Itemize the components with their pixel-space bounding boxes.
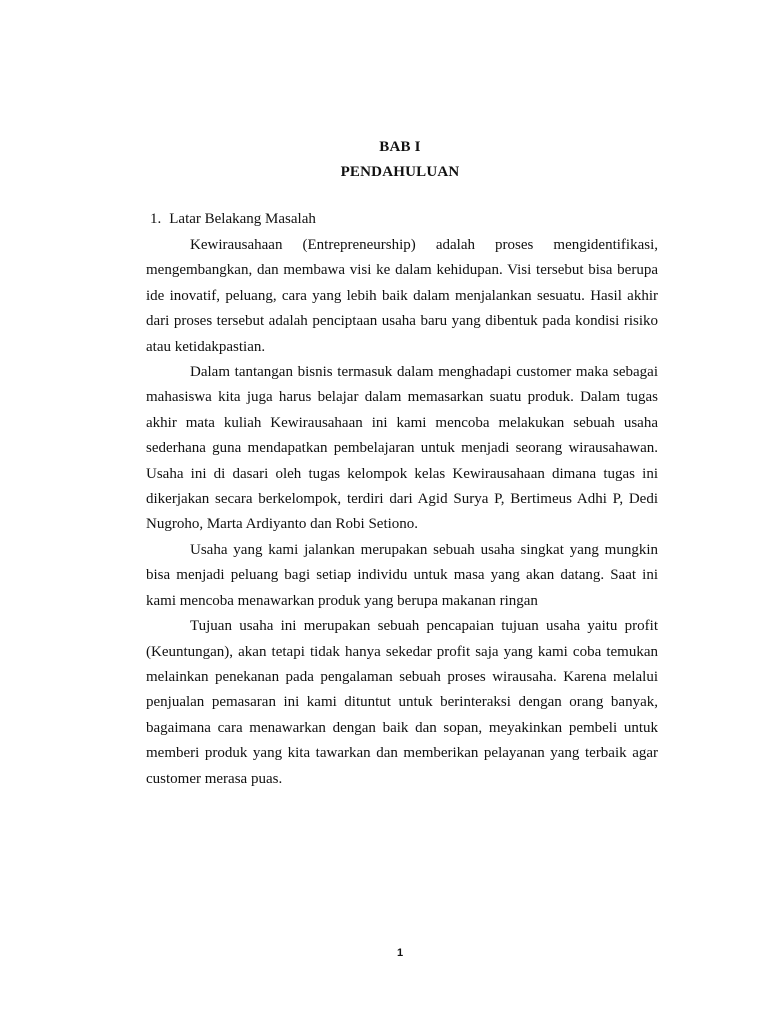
page-number: 1 bbox=[396, 947, 404, 959]
body-text bbox=[146, 233, 658, 792]
paragraph-4: Tujuan usaha ini merupakan sebuah pencapaian tujuan usaha yaitu profit (Keuntungan), akan tetapi tidak hanya sekedar profit saja yang kami coba temukan melainkan penekanan pada pengalaman sebuah proses wirausaha. Karena melalui penjualan pemasaran ini kami dituntut untuk berinteraksi dengan orang banyak, bagaimana cara menawarkan dengan baik dan sopan, meyakinkan pembeli untuk memberi produk yang kita tawarkan dan memberikan pelayanan yang terbaik agar customer merasa puas. bbox=[146, 618, 658, 787]
section-title: Latar Belakang Masalah bbox=[169, 211, 316, 227]
chapter-number: BAB I bbox=[379, 139, 421, 155]
paragraph-1: Kewirausahaan (Entrepreneurship) adalah proses mengidentifikasi, mengembangkan, dan membawa visi ke dalam kehidupan. Visi tersebut bisa berupa ide inovatif, peluang, cara yang lebih baik dalam menjalankan sesuatu. Hasil akhir dari proses tersebut adalah penciptaan usaha baru yang dibentuk pada kondisi risiko atau ketidakpastian. bbox=[146, 237, 658, 355]
section-heading bbox=[150, 211, 316, 228]
chapter-title: PENDAHULUAN bbox=[340, 164, 460, 180]
paragraph-2: Dalam tantangan bisnis termasuk dalam menghadapi customer maka sebagai mahasiswa kita juga harus belajar dalam memasarkan suatu produk. Dalam tugas akhir mata kuliah Kewirausahaan ini kami mencoba melakukan sebuah usaha sederhana guna mendapatkan pembelajaran untuk menjadi seorang wirausahawan. Usaha ini di dasari oleh tugas kelompok kelas Kewirausahaan dimana tugas ini dikerjakan secara berkelompok, terdiri dari Agid Surya P, Bertimeus Adhi P, Dedi Nugroho, Marta Ardiyanto dan Robi Setiono. bbox=[146, 364, 658, 533]
paragraph-3: Usaha yang kami jalankan merupakan sebuah usaha singkat yang mungkin bisa menjadi peluang bagi setiap individu untuk masa yang akan datang. Saat ini kami mencoba menawarkan produk yang berupa makanan ringan bbox=[146, 541, 658, 609]
section-number: 1. bbox=[150, 211, 162, 227]
